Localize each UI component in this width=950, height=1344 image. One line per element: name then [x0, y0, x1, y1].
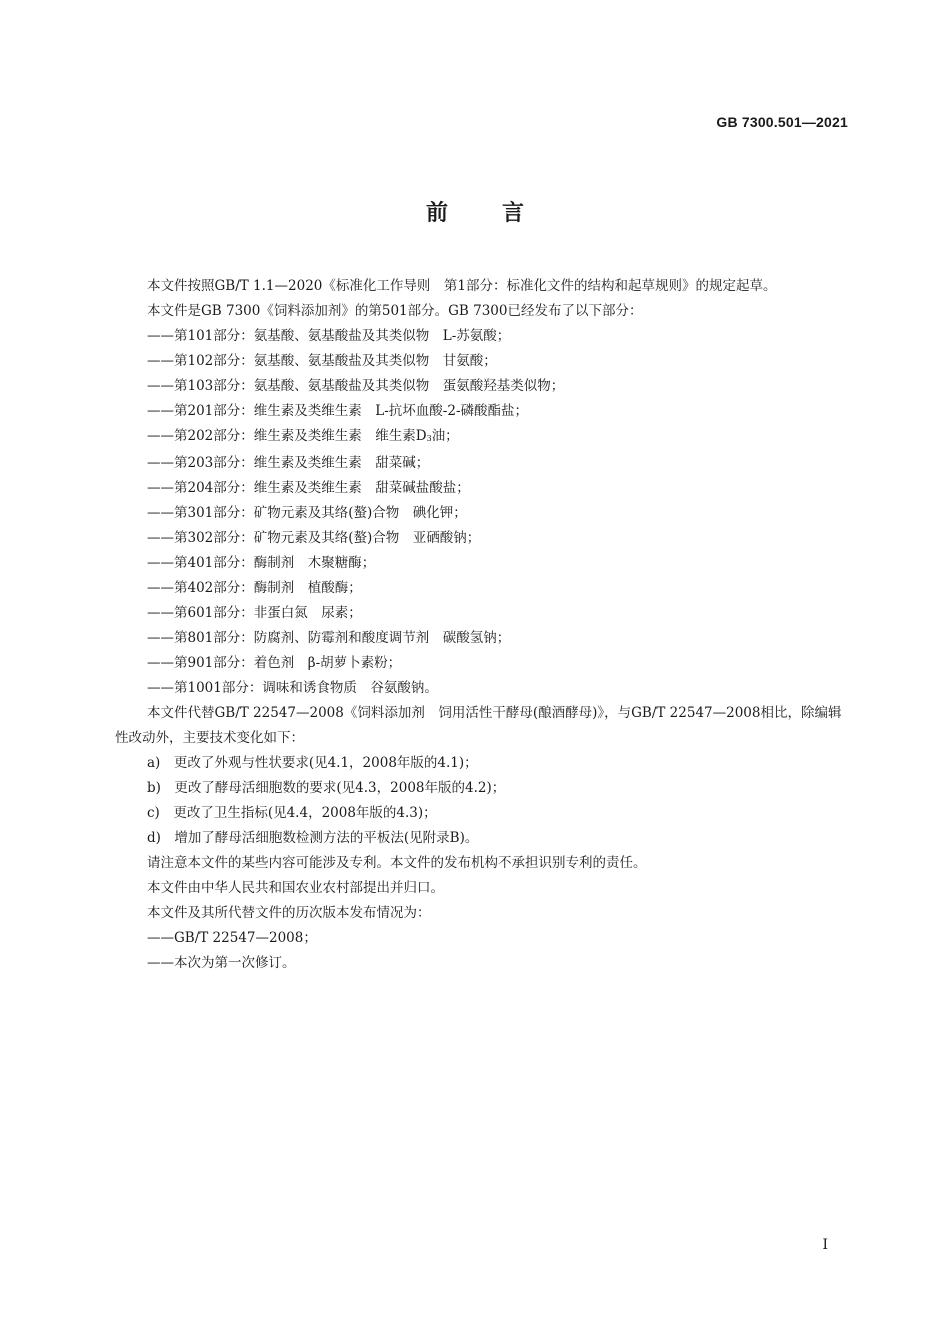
change-item: d) 增加了酵母活细胞数检测方法的平板法(见附录B)。 [147, 830, 479, 846]
part-item: ——第204部分：维生素及类维生素 甜菜碱盐酸盐； [147, 480, 470, 496]
patent-notice: 请注意本文件的某些内容可能涉及专利。本文件的发布机构不承担识别专利的责任。 [147, 855, 647, 871]
series-statement: 本文件是GB 7300《饲料添加剂》的第501部分。GB 7300已经发布了以下部分： [147, 303, 643, 319]
page-number: I [822, 1237, 828, 1253]
standard-code: GB 7300.501—2021 [716, 114, 848, 130]
page-title: 前言 [425, 201, 578, 226]
vitamin-d-subscript: 3 [426, 434, 432, 443]
part-item: ——第103部分：氨基酸、氨基酸盐及其类似物 蛋氨酸羟基类似物； [147, 378, 565, 394]
part-item: ——第201部分：维生素及类维生素 L-抗坏血酸-2-磷酸酯盐； [147, 403, 529, 419]
part-item: ——第901部分：着色剂 β-胡萝卜素粉； [147, 655, 402, 671]
part-item: ——第601部分：非蛋白氮 尿素； [147, 605, 362, 621]
part-item: ——第301部分：矿物元素及其络(螯)合物 碘化钾； [147, 505, 467, 521]
change-item: b) 更改了酵母活细胞数的要求(见4.3，2008年版的4.2)； [147, 780, 506, 796]
part-item: ——第402部分：酶制剂 植酸酶； [147, 580, 362, 596]
part-item: ——第401部分：酶制剂 木聚糖酶； [147, 555, 376, 571]
part-item-suffix: 油； [431, 428, 459, 444]
part-item [115, 424, 850, 451]
change-item: a) 更改了外观与性状要求(见4.1，2008年版的4.1)； [147, 755, 478, 771]
part-item: ——第101部分：氨基酸、氨基酸盐及其类似物 L-苏氨酸； [147, 328, 511, 344]
part-item: ——第203部分：维生素及类维生素 甜菜碱； [147, 455, 430, 471]
part-item: ——第102部分：氨基酸、氨基酸盐及其类似物 甘氨酸； [147, 353, 497, 369]
part-item: ——第1001部分：调味和诱食物质 谷氨酸钠。 [147, 680, 438, 696]
history-item: ——本次为第一次修订。 [147, 955, 296, 971]
replacement-statement: 本文件代替GB/T 22547—2008《饲料添加剂 饲用活性干酵母(酿酒酵母)》，与GB/T 22547—2008相比，除编辑性改动外，主要技术变化如下： [115, 705, 842, 746]
history-item: ——GB/T 22547—2008； [147, 930, 317, 946]
foreword-body [115, 274, 850, 976]
part-item: ——第302部分：矿物元素及其络(螯)合物 亚硒酸钠； [147, 530, 481, 546]
change-item: c) 更改了卫生指标(见4.4，2008年版的4.3)； [147, 805, 437, 821]
proposer-notice: 本文件由中华人民共和国农业农村部提出并归口。 [147, 880, 444, 896]
history-intro: 本文件及其所代替文件的历次版本发布情况为： [147, 905, 431, 921]
part-item-text: ——第202部分：维生素及类维生素 维生素D [147, 428, 427, 444]
drafting-rule-paragraph: 本文件按照GB/T 1.1—2020《标准化工作导则 第1部分：标准化文件的结构和起草规则》的规定起草。 [147, 278, 777, 294]
part-item: ——第801部分：防腐剂、防霉剂和酸度调节剂 碳酸氢钠； [147, 630, 511, 646]
